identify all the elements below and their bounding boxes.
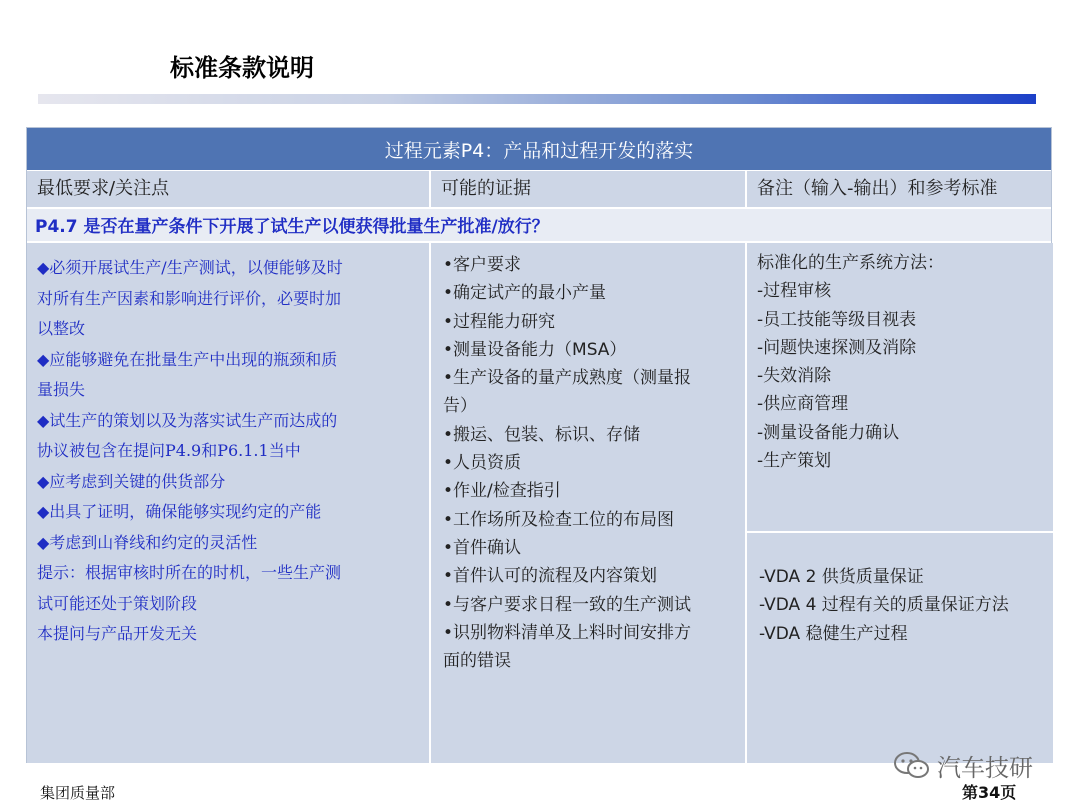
requirement-line: ◆出具了证明，确保能够实现约定的产能 xyxy=(37,502,322,521)
question-row: P4.7 是否在量产条件下开展了试生产以便获得批量生产批准/放行？ xyxy=(27,207,1051,243)
watermark xyxy=(893,748,1033,783)
evidence-line: •作业/检查指引 xyxy=(443,481,561,502)
requirement-line: 协议被包含在提问P4.9和P6.1.1当中 xyxy=(37,441,301,460)
evidence-line: •过程能力研究 xyxy=(443,311,556,332)
footer-department: 集团质量部 xyxy=(40,784,116,802)
requirement-line: ◆应考虑到关键的供货部分 xyxy=(37,471,226,491)
wechat-icon xyxy=(893,751,931,781)
requirement-line: ◆必须开展试生产/生产测试，以便能够及时 xyxy=(37,258,343,277)
evidence-line: 告） xyxy=(443,396,477,417)
reference-line: -VDA 稳健生产过程 xyxy=(759,623,908,644)
evidence-line: •确定试产的最小产量 xyxy=(443,283,607,304)
column-header-evidence: 可能的证据 xyxy=(431,171,747,207)
slide-title: 标准条款说明 xyxy=(170,54,314,82)
requirement-line: 以整改 xyxy=(37,319,86,338)
reference-line: -VDA 2 供货质量保证 xyxy=(759,567,924,587)
evidence-line: •首件确认 xyxy=(443,537,522,558)
note-line: -员工技能等级目视表 xyxy=(757,309,917,330)
evidence-line: •与客户要求日程一致的生产测试 xyxy=(443,594,692,615)
requirement-line: 量损失 xyxy=(37,380,86,399)
evidence-line: 面的错误 xyxy=(443,651,511,672)
hint-line: 本提问与产品开发无关 xyxy=(37,624,198,643)
hint-line: 试可能还处于策划阶段 xyxy=(37,593,198,613)
note-line: -过程审核 xyxy=(757,281,832,302)
requirements-cell xyxy=(27,243,431,763)
hint-line: 提示：根据审核时所在的时机，一些生产测 xyxy=(37,563,342,582)
note-line: -生产策划 xyxy=(757,451,832,472)
requirement-line: ◆考虑到山脊线和约定的灵活性 xyxy=(37,532,258,552)
table-header: 过程元素P4：产品和过程开发的落实 xyxy=(27,128,1051,171)
note-line: -测量设备能力确认 xyxy=(757,422,900,443)
notes-cell-bottom xyxy=(747,533,1053,763)
criteria-table xyxy=(26,127,1052,763)
column-header-row xyxy=(27,171,1051,207)
note-line: 标准化的生产系统方法： xyxy=(757,253,944,273)
column-header-notes: 备注（输入-输出）和参考标准 xyxy=(757,178,998,199)
evidence-line: •人员资质 xyxy=(443,453,522,474)
requirement-line: ◆应能够避免在批量生产中出现的瓶颈和质 xyxy=(37,349,338,369)
notes-cell-top xyxy=(747,243,1053,533)
title-underline-bar xyxy=(38,94,1036,104)
evidence-line: •识别物料清单及上料时间安排方 xyxy=(443,622,692,643)
requirement-line: 对所有生产因素和影响进行评价，必要时加 xyxy=(37,288,342,308)
requirement-line: ◆试生产的策划以及为落实试生产而达成的 xyxy=(37,410,338,430)
page-number: 第34页 xyxy=(962,783,1017,802)
watermark-text: 汽车技研 xyxy=(937,754,1033,782)
evidence-line: •客户要求 xyxy=(443,255,522,275)
note-line: -问题快速探测及消除 xyxy=(757,337,917,358)
column-header-requirements: 最低要求/关注点 xyxy=(27,171,431,207)
note-line: -供应商管理 xyxy=(757,394,849,415)
note-line: -失效消除 xyxy=(757,366,832,387)
evidence-line: •测量设备能力（MSA） xyxy=(443,339,627,360)
evidence-line: •工作场所及检查工位的布局图 xyxy=(443,509,675,530)
evidence-cell xyxy=(431,243,747,763)
evidence-line: •首件认可的流程及内容策划 xyxy=(443,566,658,587)
evidence-line: •搬运、包装、标识、存储 xyxy=(443,424,641,445)
reference-line: -VDA 4 过程有关的质量保证方法 xyxy=(759,595,1009,616)
evidence-line: •生产设备的量产成熟度（测量报 xyxy=(443,368,692,389)
